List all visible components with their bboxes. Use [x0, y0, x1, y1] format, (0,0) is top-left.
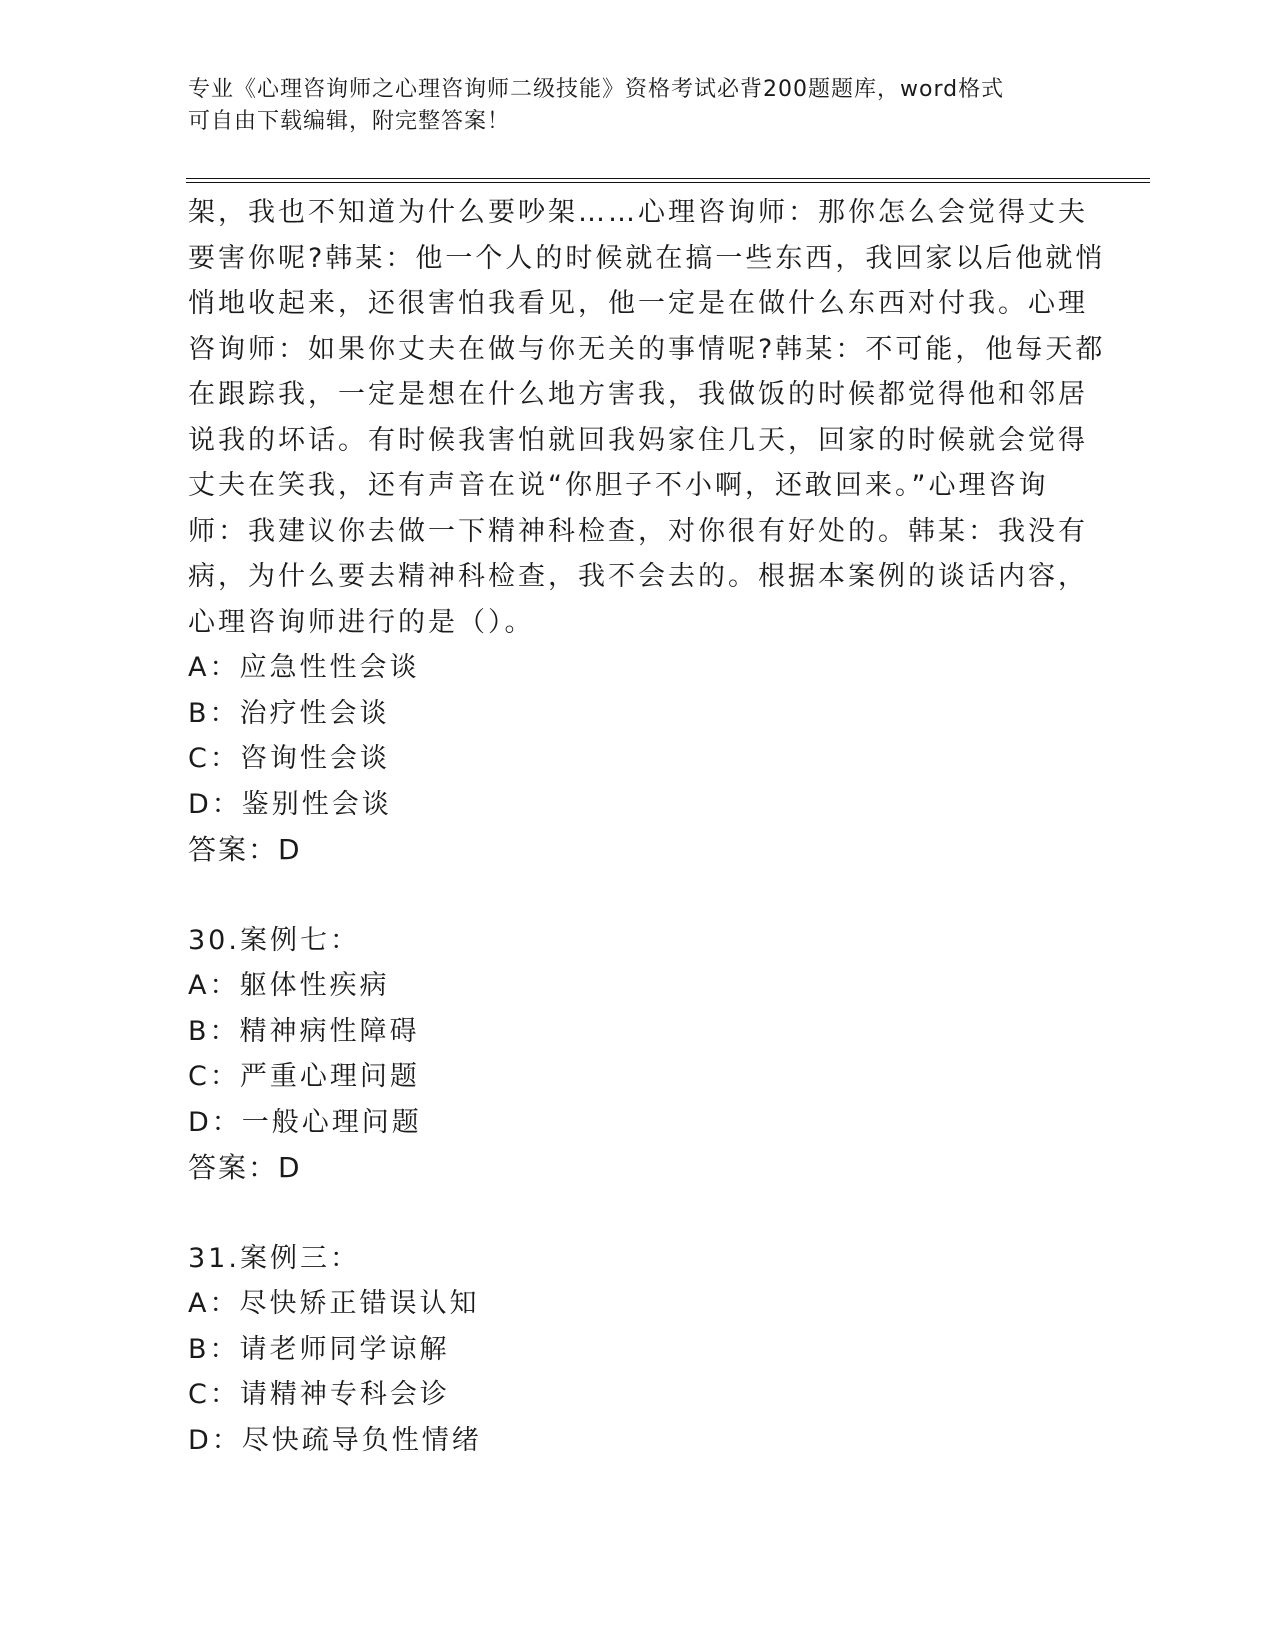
option-a: A：应急性性会谈 — [188, 652, 420, 683]
option-c: C：咨询性会谈 — [188, 743, 390, 774]
option-d: D：鉴别性会谈 — [188, 788, 392, 820]
option-c: C：严重心理问题 — [188, 1061, 420, 1092]
spacer — [188, 1191, 1088, 1236]
text-line: 咨询师：如果你丈夫在做与你无关的事情呢?韩某：不可能，他每天都 — [188, 333, 1106, 365]
option-d: D：一般心理问题 — [188, 1106, 422, 1138]
text-line: 丈夫在笑我，还有声音在说“你胆子不小啊，还敢回来。”心理咨询 — [188, 470, 1049, 501]
option-d: D：尽快疏导负性情绪 — [188, 1424, 482, 1456]
text-line: 在跟踪我，一定是想在什么地方害我，我做饭的时候都觉得他和邻居 — [188, 379, 1088, 410]
question-30 — [188, 918, 1088, 1191]
option-a: A：躯体性疾病 — [188, 970, 390, 1001]
text-line: 说我的坏话。有时候我害怕就回我妈家住几天，回家的时候就会觉得 — [188, 424, 1088, 456]
option-c: C：请精神专科会诊 — [188, 1379, 450, 1410]
text-line: 要害你呢?韩某：他一个人的时候就在搞一些东西，我回家以后他就悄 — [188, 242, 1106, 274]
header-line-1: 专业《心理咨询师之心理咨询师二级技能》资格考试必背200题题库，word格式 — [188, 77, 1005, 102]
spacer — [188, 873, 1088, 918]
header-line-2: 可自由下载编辑，附完整答案！ — [188, 109, 511, 134]
text-line: 架，我也不知道为什么要吵架……心理咨询师：那你怎么会觉得丈夫 — [188, 197, 1088, 228]
text-line: 病，为什么要去精神科检查，我不会去的。根据本案例的谈话内容， — [188, 561, 1088, 592]
answer: 答案：D — [188, 1151, 302, 1184]
option-a: A：尽快矫正错误认知 — [188, 1288, 480, 1319]
header-divider — [186, 178, 1150, 183]
question-31 — [188, 1236, 1088, 1464]
text-line: 师：我建议你去做一下精神科检查，对你很有好处的。韩某：我没有 — [188, 515, 1088, 547]
option-b: B：治疗性会谈 — [188, 697, 390, 729]
document-header — [188, 74, 1068, 138]
text-line: 悄地收起来，还很害怕我看见，他一定是在做什么东西对付我。心理 — [188, 288, 1088, 319]
answer: 答案：D — [188, 833, 302, 866]
text-line: 心理咨询师进行的是（）。 — [188, 606, 535, 638]
question-stem: 31.案例三： — [188, 1242, 360, 1274]
option-b: B：请老师同学谅解 — [188, 1333, 450, 1365]
question-text — [188, 190, 1106, 645]
question-stem: 30.案例七： — [188, 924, 360, 956]
question-29 — [188, 190, 1106, 873]
document-body — [188, 190, 1106, 1463]
option-b: B：精神病性障碍 — [188, 1015, 420, 1047]
